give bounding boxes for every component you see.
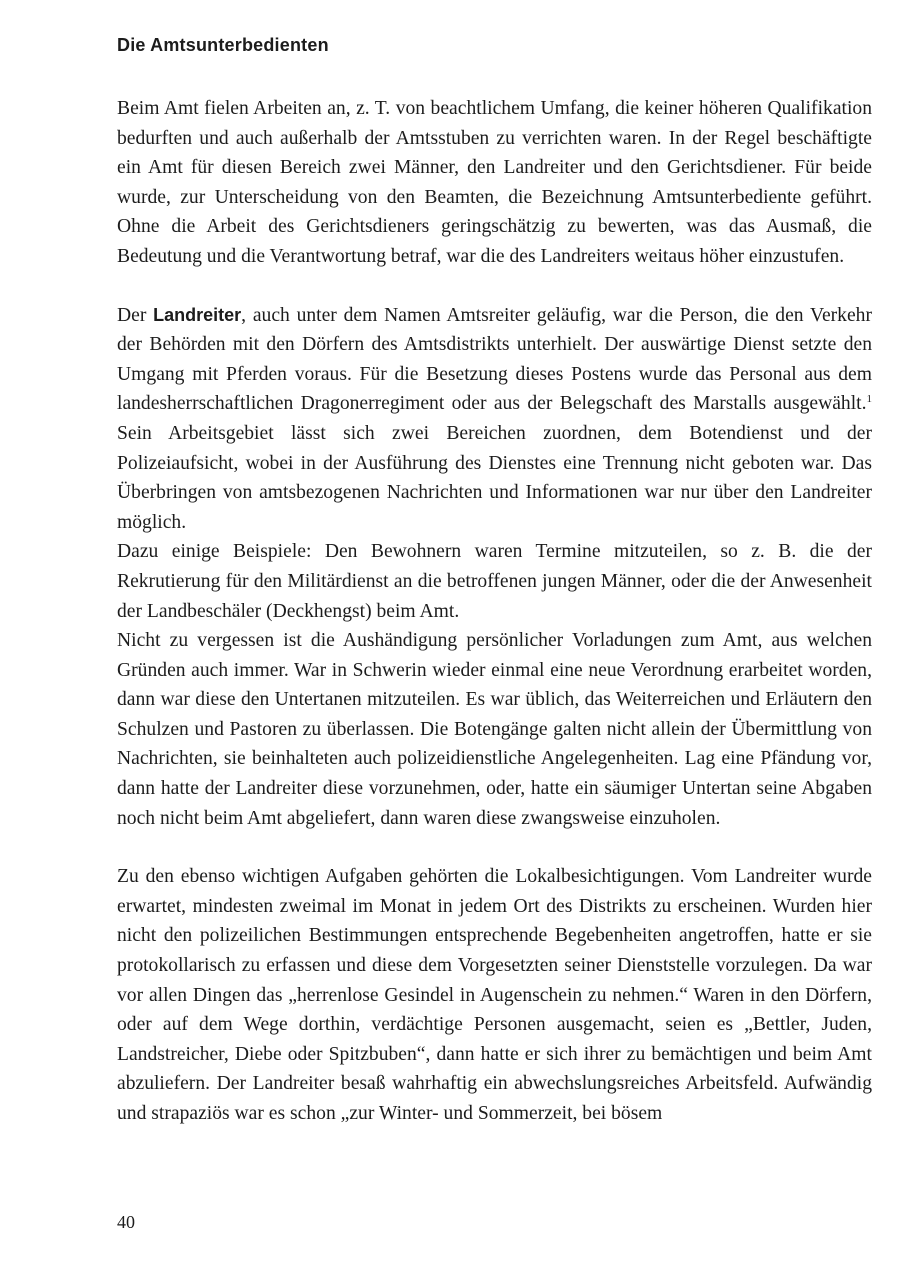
term-landreiter: Landreiter xyxy=(153,304,242,325)
paragraph-inspections: Zu den ebenso wichtigen Aufgaben gehörten die Lokalbesichtigungen. Vom Landreiter wurde erwartet, mindesten zweimal im Monat in jedem Ort des Distrikts zu erscheinen. Wurden hier nicht den polizeilichen Bestimmungen entsprechende Begebenheiten angetroffen, hatte er sie protokollarisch zu erfassen und diese dem Vorgesetzten seiner Dienststelle vorzulegen. Da war vor allen Dingen das „herrenlose Gesindel in Augenschein zu nehmen.“ Waren in den Dörfern, oder auf dem Wege dorthin, verdächtige Personen ausgemacht, seien es „Bettler, Juden, Landstreicher, Diebe oder Spitzbuben“, dann hatte er sich ihrer zu bemächtigen und beim Amt abzuliefern. Der Landreiter besaß wahrhaftig ein abwechslungsreiches Arbeitsfeld. Aufwändig und strapaziös war es schon „zur Winter- und Sommerzeit, bei bösem xyxy=(117,866,872,1124)
page-body xyxy=(117,30,872,1129)
paragraph-intro: Beim Amt fielen Arbeiten an, z. T. von beachtlichem Umfang, die keiner höheren Qualifikation bedurften und auch außerhalb der Amtsstuben zu verrichten waren. In der Regel beschäftigte ein Amt für diesen Bereich zwei Männer, den Landreiter und den Gerichtsdiener. Für beide wurde, zur Unterscheidung von den Beamten, die Bezeichnung Amtsunterbediente geführt. Ohne die Arbeit des Gerichtsdieners geringschätzig zu bewerten, was das Ausmaß, die Bedeutung und die Verantwortung betraf, war die des Landreiters weitaus höher einzustufen. xyxy=(117,98,872,267)
paragraph-text: Sein Arbeitsgebiet lässt sich zwei Bereichen zuordnen, dem Botendienst und der Polizeiaufsicht, wobei in der Ausführung des Dienstes eine Trennung nicht geboten war. Das Überbringen von amtsbezogenen Nachrichten und Informationen war nur über den Landreiter möglich. xyxy=(117,422,872,533)
page-number: 40 xyxy=(117,1212,135,1232)
footnote-reference[interactable]: 1 xyxy=(866,393,872,406)
paragraph-text: , auch unter dem Namen Amtsreiter geläufig, war die Person, die den Verkehr der Behörden mit den Dörfern des Amtsdistrikts unterhielt. Der auswärtige Dienst setzte den Umgang mit Pferden voraus. Für die Besetzung dieses Postens wurde das Personal aus dem landesherrschaftlichen Dragonerregiment oder aus der Belegschaft des Marstalls ausgewählt. xyxy=(117,304,872,415)
section-heading: Die Amtsunterbedienten xyxy=(117,35,329,55)
paragraph-landreiter xyxy=(117,301,872,538)
paragraph-lead-word: Der xyxy=(117,304,147,326)
paragraph-duties: Nicht zu vergessen ist die Aushändigung persönlicher Vorladungen zum Amt, aus welchen Gründen auch immer. War in Schwerin wieder einmal eine neue Verordnung erarbeitet worden, dann war diese den Untertanen mitzuteilen. Es war üblich, das Weiterreichen und Erläutern den Schulzen und Pastoren zu überlassen. Die Botengänge galten nicht allein der Übermittlung von Nachrichten, sie beinhalteten auch polizeidienstliche Angelegenheiten. Lag eine Pfändung vor, dann hatte der Landreiter diese vorzunehmen, oder, hatte ein säumiger Untertan seine Abgaben noch nicht beim Amt abgeliefert, dann waren diese zwangsweise einzuholen. xyxy=(117,630,872,829)
paragraph-examples: Dazu einige Beispiele: Den Bewohnern waren Termine mitzuteilen, so z. B. die der Rekrutierung für den Militärdienst an die betroffenen jungen Männer, oder die der Anwesenheit der Landbeschäler (Deckhengst) beim Amt. xyxy=(117,541,872,622)
